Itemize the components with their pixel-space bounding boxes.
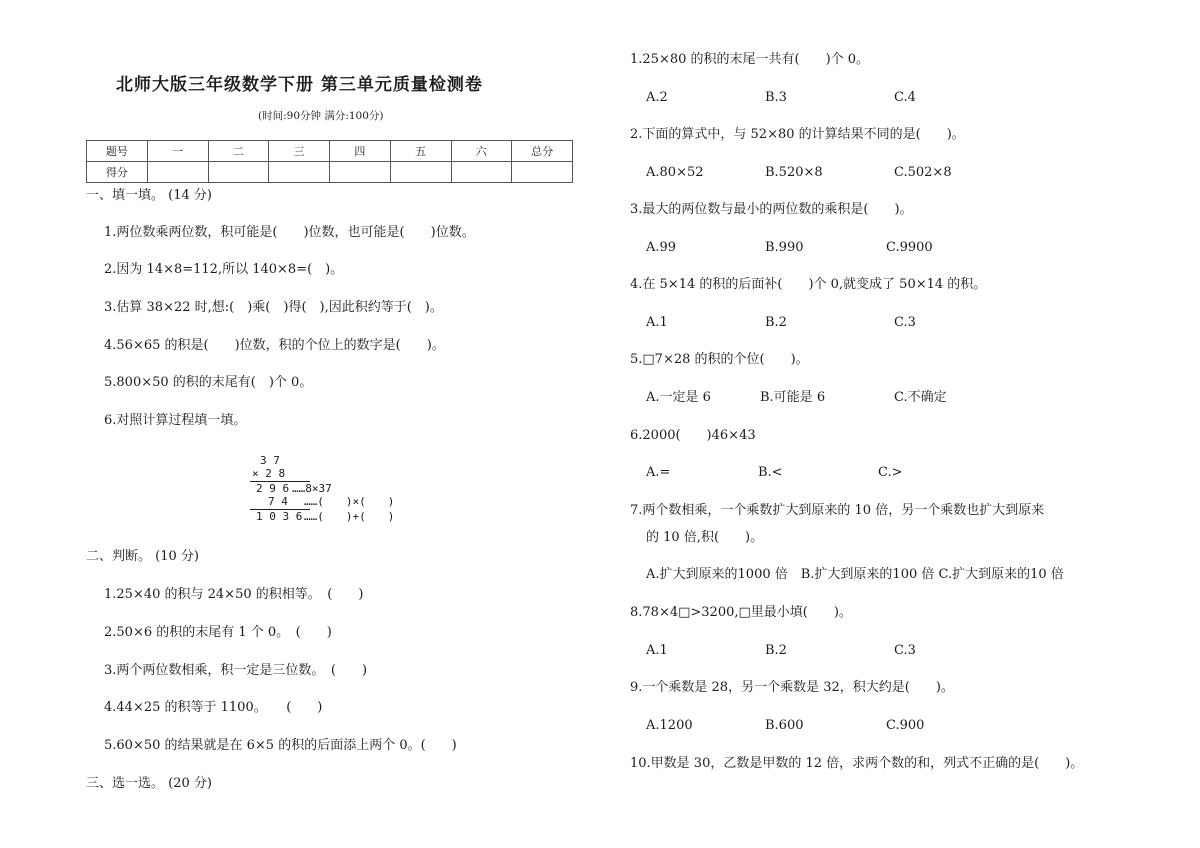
option-b: B.3 xyxy=(765,90,787,105)
question-text-continued: 的 10 倍,积( )。 xyxy=(646,530,764,545)
score-input-cell[interactable] xyxy=(330,162,391,183)
score-input-cell[interactable] xyxy=(390,162,451,183)
section2-heading: 二、判断。 (10 分) xyxy=(86,549,199,564)
question-text: 1.25×80 的积的末尾一共有( )个 0。 xyxy=(630,52,870,67)
score-table xyxy=(86,140,573,183)
score-input-cell[interactable] xyxy=(208,162,269,183)
option-c: C.> xyxy=(878,465,903,480)
vertical-multiplication xyxy=(248,453,420,525)
question-text: 9.一个乘数是 28，另一个乘数是 32，积大约是( )。 xyxy=(630,680,954,695)
option-c: C.3 xyxy=(894,315,916,330)
calc-multiplier: × 2 8 xyxy=(252,467,286,480)
calc-note: ……( )+( ) xyxy=(304,510,395,523)
options-line: A.扩大到原来的1000 倍 B.扩大到原来的100 倍 C.扩大到原来的10 倍 xyxy=(646,567,1064,582)
score-input-cell[interactable] xyxy=(512,162,573,183)
question-text: 5.60×50 的结果就是在 6×5 的积的后面添上两个 0。( ) xyxy=(104,738,457,753)
table-cell: 得分 xyxy=(87,162,148,183)
question-text: 5.□7×28 的积的个位( )。 xyxy=(630,352,809,367)
question-text: 4.56×65 的积是( )位数，积的个位上的数字是( )。 xyxy=(104,338,445,353)
table-cell: 三 xyxy=(269,141,330,162)
calc-multiplicand: 3 7 xyxy=(260,454,280,467)
score-table-header-row xyxy=(87,141,573,162)
question-text: 5.800×50 的积的末尾有( )个 0。 xyxy=(104,375,313,390)
option-a: A.= xyxy=(646,465,671,480)
question-text: 7.两个数相乘，一个乘数扩大到原来的 10 倍，另一个乘数也扩大到原来 xyxy=(630,503,1045,518)
score-input-cell[interactable] xyxy=(147,162,208,183)
option-b: B.990 xyxy=(765,240,804,255)
score-table-score-row xyxy=(87,162,573,183)
question-text: 1.两位数乘两位数，积可能是( )位数，也可能是( )位数。 xyxy=(104,225,475,240)
question-text: 2.因为 14×8=112,所以 140×8=( )。 xyxy=(104,262,344,277)
section1-heading: 一、填一填。 (14 分) xyxy=(86,188,212,203)
score-input-cell[interactable] xyxy=(451,162,512,183)
option-a: A.一定是 6 xyxy=(646,390,711,405)
option-c: C.9900 xyxy=(886,240,933,255)
option-a: A.99 xyxy=(646,240,677,255)
table-cell: 四 xyxy=(330,141,391,162)
option-a: A.80×52 xyxy=(646,165,704,180)
question-text: 2.50×6 的积的末尾有 1 个 0。 ( ) xyxy=(104,625,332,640)
option-b: B.2 xyxy=(765,315,787,330)
section3-heading: 三、选一选。 (20 分) xyxy=(86,776,212,791)
table-cell: 一 xyxy=(147,141,208,162)
option-b: B.< xyxy=(758,465,783,480)
option-a: A.1200 xyxy=(646,718,693,733)
question-text: 10.甲数是 30，乙数是甲数的 12 倍，求两个数的和，列式不正确的是( )。 xyxy=(630,756,1084,771)
calc-partial-product: 2 9 6 xyxy=(256,482,290,495)
option-c: C.900 xyxy=(886,718,925,733)
question-text: 6.对照计算过程填一填。 xyxy=(104,413,247,428)
option-b: B.可能是 6 xyxy=(760,390,826,405)
page-title: 北师大版三年级数学下册 第三单元质量检测卷 xyxy=(116,75,483,95)
table-cell: 二 xyxy=(208,141,269,162)
option-b: B.520×8 xyxy=(765,165,823,180)
question-text: 4.44×25 的积等于 1100。 ( ) xyxy=(104,700,323,715)
question-text: 3.估算 38×22 时,想:( )乘( )得( ),因此积约等于( )。 xyxy=(104,300,443,315)
option-a: A.2 xyxy=(646,90,668,105)
calc-note: ……( )×( ) xyxy=(304,495,395,508)
option-c: C.3 xyxy=(894,643,916,658)
option-a: A.1 xyxy=(646,315,668,330)
exam-info: (时间:90分钟 满分:100分) xyxy=(258,110,384,122)
question-text: 3.最大的两位数与最小的两位数的乘积是( )。 xyxy=(630,202,913,217)
option-a: A.1 xyxy=(646,643,668,658)
question-text: 1.25×40 的积与 24×50 的积相等。 ( ) xyxy=(104,587,364,602)
question-text: 2.下面的算式中，与 52×80 的计算结果不同的是( )。 xyxy=(630,127,965,142)
option-b: B.2 xyxy=(765,643,787,658)
table-cell: 题号 xyxy=(87,141,148,162)
score-input-cell[interactable] xyxy=(269,162,330,183)
option-c: C.不确定 xyxy=(894,390,947,405)
calc-partial-product: 7 4 xyxy=(268,495,288,508)
option-b: B.600 xyxy=(765,718,804,733)
calc-result: 1 0 3 6 xyxy=(256,510,303,523)
calc-note: ……8×37 xyxy=(292,482,332,495)
table-cell: 六 xyxy=(451,141,512,162)
question-text: 8.78×4□>3200,□里最小填( )。 xyxy=(630,605,852,620)
question-text: 4.在 5×14 的积的后面补( )个 0,就变成了 50×14 的积。 xyxy=(630,277,987,292)
option-c: C.4 xyxy=(894,90,916,105)
option-c: C.502×8 xyxy=(894,165,952,180)
question-text: 6.2000( )46×43 xyxy=(630,428,756,443)
question-text: 3.两个两位数相乘，积一定是三位数。 ( ) xyxy=(104,663,368,678)
table-cell: 五 xyxy=(390,141,451,162)
table-cell: 总分 xyxy=(512,141,573,162)
